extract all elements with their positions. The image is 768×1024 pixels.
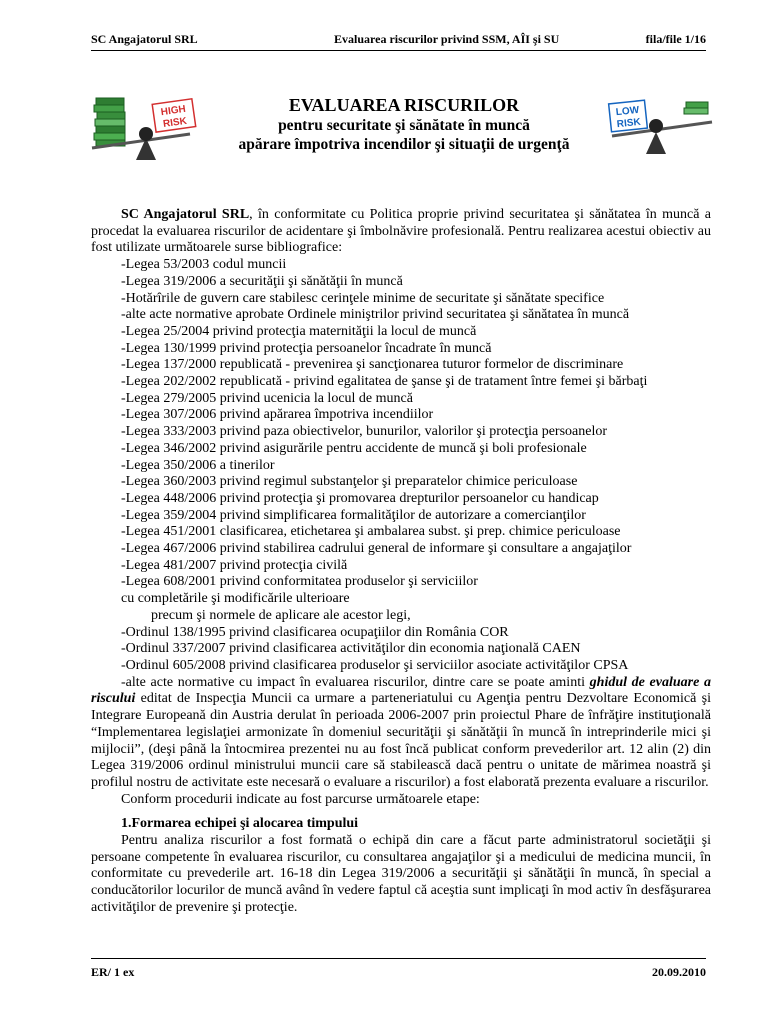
document-subtitle-1: pentru securitate şi sănătate în muncă: [278, 117, 530, 134]
high-risk-logo-line2: RISK: [162, 115, 188, 130]
page-header: [91, 32, 706, 51]
footer-date: 20.09.2010: [652, 965, 706, 979]
high-risk-logo-line1: HIGH: [160, 103, 187, 119]
law-item: -Legea 608/2001 privind conformitatea produselor şi serviciilor: [121, 574, 478, 590]
law-item: -Hotărîrile de guvern care stabilesc cerinţele minime de securitate şi sănătate specifice: [121, 290, 605, 306]
law-item: -Legea 359/2004 privind simplificarea formalităţilor de autorizare a comercianţilor: [121, 507, 586, 523]
risk-guide-emphasis: ghidul de evaluare a riscului: [91, 674, 711, 707]
intro-text: , în conformitate cu Politica proprie privind securitatea şi sănătatea în muncă a procedat la evaluarea riscurilor de acidentare şi îmbolnăvire profesională. Pentru realizarea acestui obiectiv au fost utilizate următoarele surse bibliografice:: [91, 207, 711, 256]
other-acts-paragraph: [91, 675, 711, 792]
document-body: [91, 207, 711, 917]
header-company: SC Angajatorul SRL: [91, 32, 198, 46]
laws-list: [91, 257, 711, 591]
intro-company: SC Angajatorul SRL: [121, 207, 250, 222]
law-item: -Legea 319/2006 a securităţii şi sănătăţii în muncă: [121, 273, 403, 289]
law-item: -Legea 451/2001 clasificarea, etichetarea şi ambalarea subst. şi prep. chimice periculoase: [121, 524, 621, 540]
order-item: -Ordinul 138/1995 privind clasificarea ocupaţiilor din România COR: [121, 624, 509, 640]
law-item: -Legea 481/2007 privind protecţia civilă: [121, 557, 348, 573]
section-heading: 1.Formarea echipei şi alocarea timpului: [121, 816, 359, 832]
law-item: -Legea 448/2006 privind protecţia şi promovarea drepturilor persoanelor cu handicap: [121, 490, 599, 506]
law-item: -Legea 360/2003 privind regimul substanţelor şi preparatelor chimice periculoase: [121, 474, 578, 490]
low-risk-logo-line1: LOW: [615, 104, 640, 119]
law-item: -Legea 350/2006 a tinerilor: [121, 457, 275, 473]
law-item: -Legea 137/2000 republicată - prevenirea şi sancţionarea tuturor formelor de discriminare: [121, 357, 624, 373]
intro-paragraph: [91, 207, 711, 257]
law-item: -Legea 333/2003 privind paza obiectivelor, bunurilor, valorilor şi protecţia persoanelor: [121, 424, 607, 440]
header-doc-title: Evaluarea riscurilor privind SSM, AÎI şi SU: [334, 32, 560, 46]
low-risk-scale-icon: [606, 96, 716, 156]
law-item: -Legea 130/1999 privind protecţia persoanelor încadrate în muncă: [121, 340, 492, 356]
page-footer: [91, 958, 706, 981]
order-item: -Ordinul 605/2008 privind clasificarea produselor şi serviciilor asociate activităţilor CPSA: [121, 657, 629, 673]
law-item: -Legea 307/2006 privind apărarea împotriva incendiilor: [121, 407, 434, 423]
law-item: -Legea 202/2002 republicată - privind egalitatea de şanse şi de tratament între femei şi bărbaţi: [121, 374, 648, 390]
law-item: -Legea 467/2006 privind stabilirea cadrului general de informare şi consultare a angajaţilor: [121, 541, 632, 557]
document-title: EVALUAREA RISCURILOR: [288, 95, 520, 115]
law-item: -Legea 346/2002 privind asigurările pentru accidente de muncă şi boli profesionale: [121, 440, 587, 456]
law-item: -alte acte normative aprobate Ordinele miniştrilor privind securitatea şi sănătatea în muncă: [121, 307, 630, 323]
procedure-paragraph: Conform procedurii indicate au fost parcurse următoarele etape:: [121, 791, 480, 807]
norms-note: precum şi normele de aplicare ale acestor legi,: [151, 607, 411, 623]
law-item: -Legea 279/2005 privind ucenicia la locul de muncă: [121, 390, 413, 406]
footer-copy: ER/ 1 ex: [91, 965, 135, 979]
header-page-number: fila/file 1/16: [645, 32, 706, 46]
orders-list: [91, 625, 711, 675]
other-acts-start: -alte acte normative cu impact în evaluarea riscurilor, dintre care se poate aminti: [121, 674, 590, 690]
low-risk-logo-line2: RISK: [616, 116, 642, 131]
law-item: -Legea 25/2004 privind protecţia maternităţii la locul de muncă: [121, 323, 477, 339]
amendments-note: cu completările şi modificările ulterioare: [121, 591, 350, 607]
document-subtitle-2: apărare împotriva incendilor şi situaţii de urgenţă: [238, 136, 570, 153]
law-item: -Legea 53/2003 codul muncii: [121, 257, 287, 273]
other-acts-end: editat de Inspecţia Muncii ca urmare a parteneriatului cu Agenţia pentru Dezvoltare Economică şi Integrare Europeană din Austria derulat în perioada 2006-2007 prin proiectul Phare de înfrăţire instituţională “Implementarea legislaţiei armonizate în domeniul securităţii şi sănătăţii în muncă în intreprinderile mici şi mijlocii”, (deşi până la întocmirea prezentei nu au fost încă publicat conform prevederilor art. 12 alin (2) din Legea 319/2006 ordinul ministrului muncii care să stabilească dacă pentru o unitate de mărimea noastră şi profilul nostru de activitate este necesară o evaluare a riscurilor) a fost elaborată prezenta evaluare a riscurilor.: [91, 691, 711, 790]
section-paragraph: Pentru analiza riscurilor a fost formată o echipă din care a făcut parte administratorul societăţii şi persoane competente în evaluarea riscurilor, cu consultarea angajaţilor şi a medicului de medicina muncii, în conformitate cu prevederile art. 16-18 din Legea 319/2006 a securităţii şi sănătăţii în muncă, în special a conducătorilor locurilor de muncă având în vedere faptul că aceştia sunt implicaţi în mod activ în desfăşurarea activităţilor de prevenire şi protecţie.: [91, 833, 711, 915]
order-item: -Ordinul 337/2007 privind clasificarea activităţilor din economia naţională CAEN: [121, 641, 581, 657]
